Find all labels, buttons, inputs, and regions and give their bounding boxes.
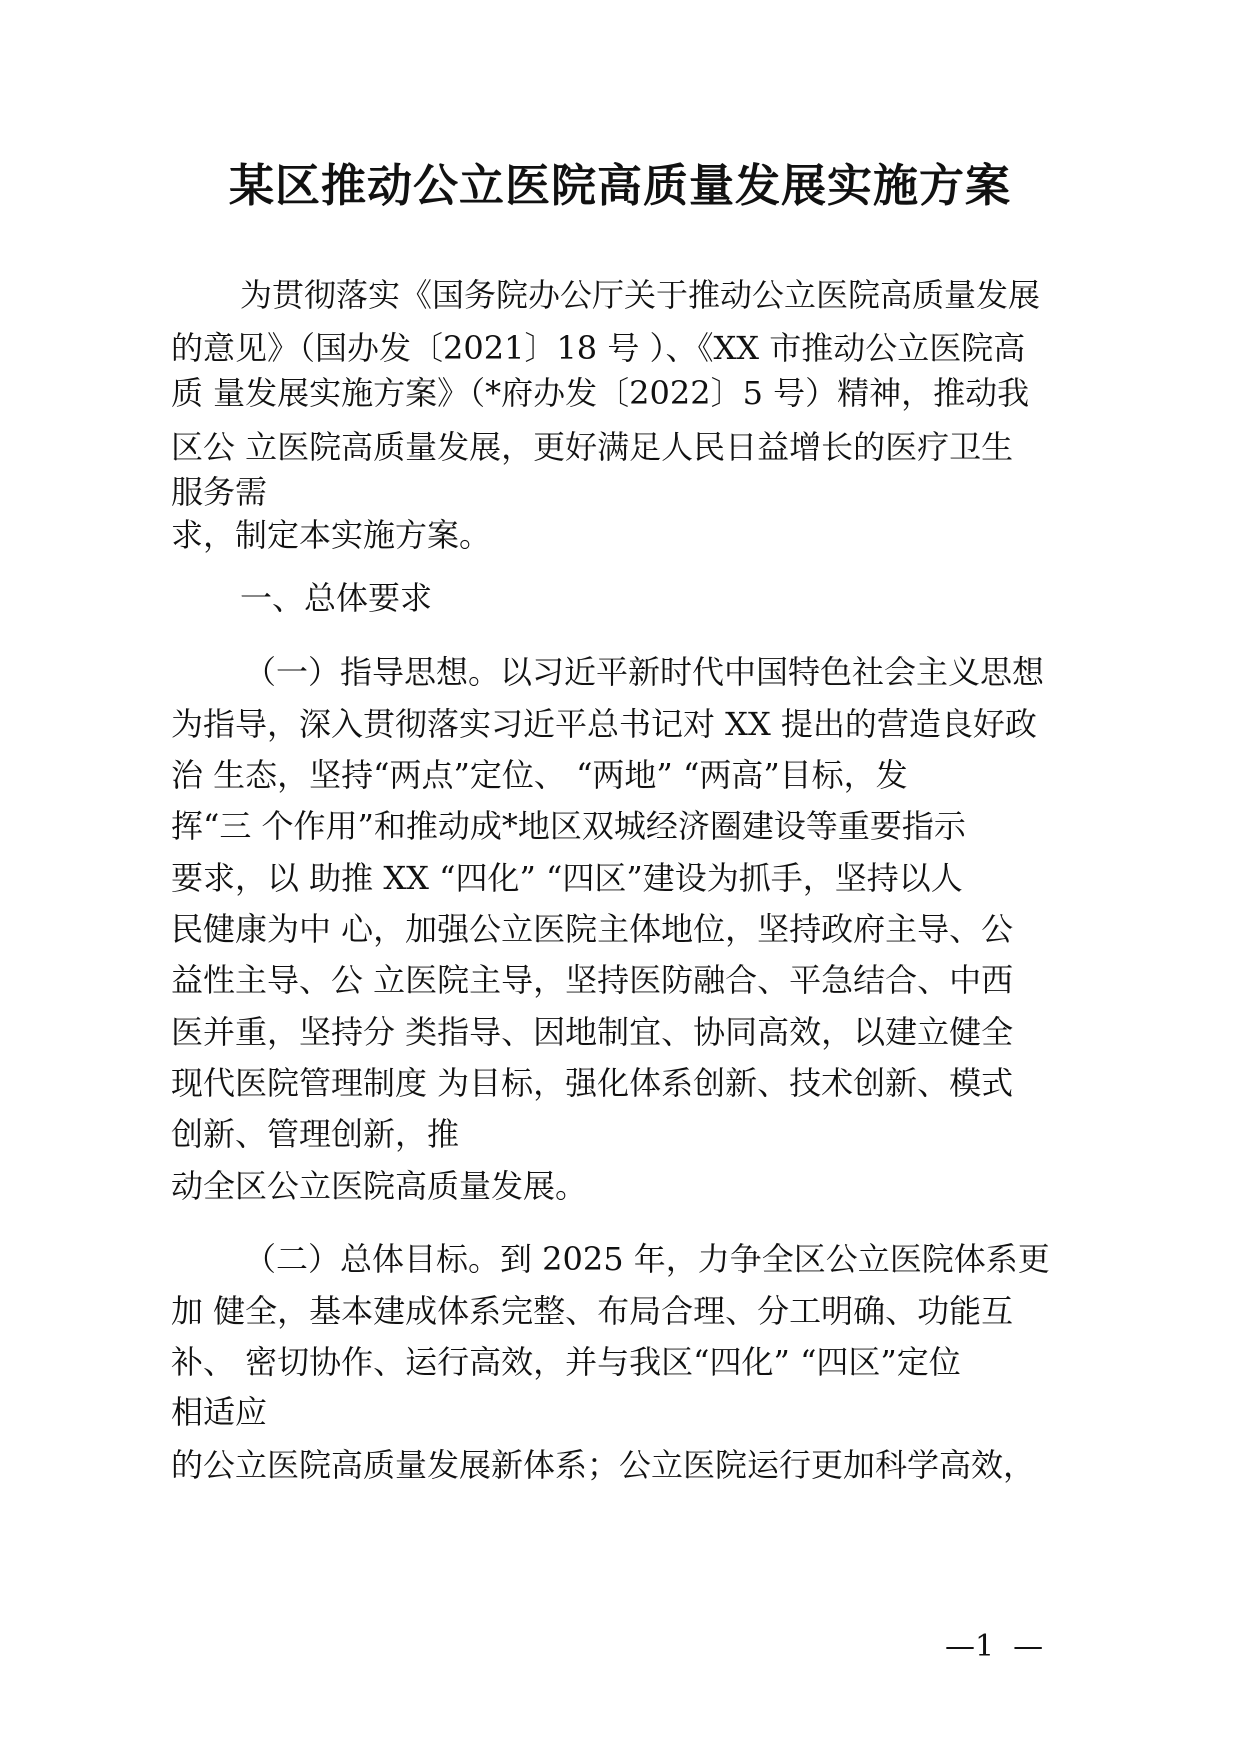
- guiding-thought-line-3: 治 生态，坚持“两点”定位、 “两地” “两高”目标，发: [171, 756, 908, 794]
- guiding-thought-line-8: 医并重，坚持分 类指导、因地制宜、协同高效，以建立健全: [171, 1013, 1014, 1051]
- section-heading: 一、总体要求: [240, 579, 433, 617]
- guiding-thought-line-6: 民健康为中 心，加强公立医院主体地位，坚持政府主导、公: [171, 910, 1014, 948]
- guiding-thought-line-10: 创新、管理创新，推: [171, 1115, 460, 1153]
- guiding-thought-line-9: 现代医院管理制度 为目标，强化体系创新、技术创新、模式: [171, 1064, 1014, 1102]
- guiding-thought-line-7: 益性主导、公 立医院主导，坚持医防融合、平急结合、中西: [171, 961, 1014, 999]
- intro-line-2: 的意见》（国办发〔2021〕18 号 ）、《XX 市推动公立医院高: [171, 329, 1026, 367]
- overall-goal-line-1: （二）总体目标。到 2025 年，力争全区公立医院体系更: [244, 1240, 1050, 1278]
- guiding-thought-line-11: 动全区公立医院高质量发展。: [171, 1167, 588, 1205]
- guiding-thought-line-1: （一）指导思想。以习近平新时代中国特色社会主义思想: [244, 653, 1045, 691]
- guiding-thought-line-5: 要求，以 助推 XX “四化” “四区”建设为抓手，坚持以人: [171, 859, 963, 897]
- guiding-thought-line-2: 为指导，深入贯彻落实习近平总书记对 XX 提出的营造良好政: [171, 705, 1037, 743]
- guiding-thought-line-4: 挥“三 个作用”和推动成*地区双城经济圈建设等重要指示: [171, 807, 966, 845]
- overall-goal-line-3: 补、 密切协作、运行高效，并与我区“四化” “四区”定位: [171, 1343, 961, 1381]
- intro-line-6: 求，制定本实施方案。: [171, 516, 492, 554]
- intro-line-3: 质 量发展实施方案》（*府办发〔2022〕5 号）精神，推动我: [171, 374, 1030, 412]
- document-title: 某区推动公立医院高质量发展实施方案: [228, 159, 1011, 212]
- intro-line-1: 为贯彻落实《国务院办公厅关于推动公立医院高质量发展: [240, 276, 1041, 314]
- page-number: —1 —: [945, 1629, 1044, 1664]
- overall-goal-line-4: 相适应: [171, 1393, 268, 1431]
- intro-line-4: 区公 立医院高质量发展，更好满足人民日益增长的医疗卫生: [171, 428, 1014, 466]
- overall-goal-line-2: 加 健全，基本建成体系完整、布局合理、分工明确、功能互: [171, 1292, 1014, 1330]
- intro-line-5: 服务需: [171, 473, 268, 511]
- overall-goal-line-5: 的公立医院高质量发展新体系；公立医院运行更加科学高效，: [171, 1446, 1036, 1484]
